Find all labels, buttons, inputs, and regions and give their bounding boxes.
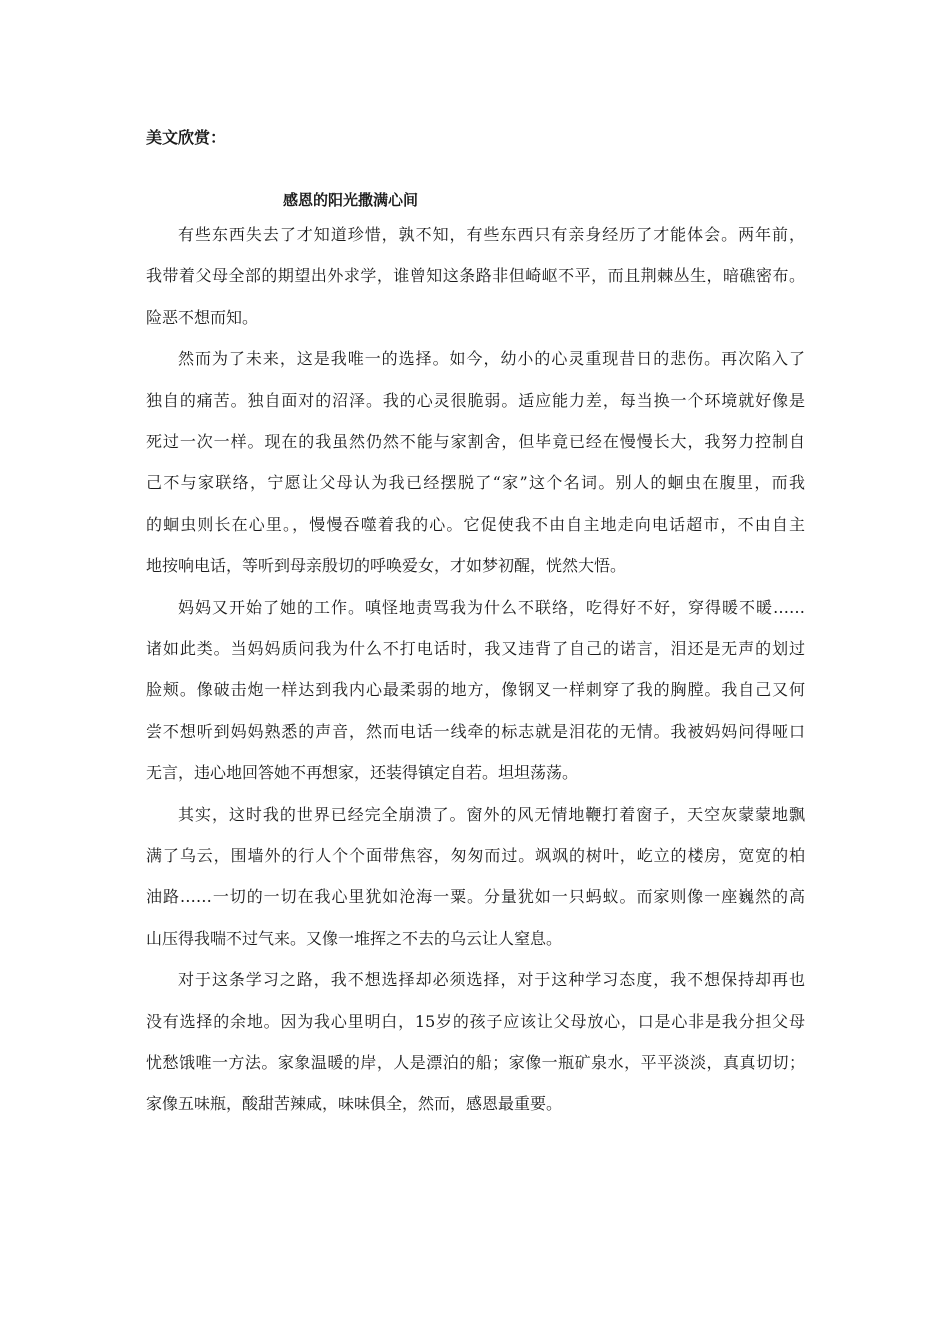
paragraph-line: 其实，这时我的世界已经完全崩溃了。窗外的风无情地鞭打着窗子，天空灰蒙蒙地飘 bbox=[178, 805, 805, 824]
paragraph-line: 有些东西失去了才知道珍惜，孰不知，有些东西只有亲身经历了才能体会。两年前， bbox=[178, 225, 805, 244]
section-label: 美文欣赏： bbox=[146, 128, 227, 147]
paragraph-line: 险恶不想而知。 bbox=[146, 308, 259, 327]
paragraph-line: 无言，违心地回答她不再想家，还装得镇定自若。坦坦荡荡。 bbox=[146, 763, 579, 782]
paragraph-line: 诸如此类。当妈妈质问我为什么不打电话时，我又违背了自己的诺言，泪还是无声的划过 bbox=[146, 639, 805, 658]
article-title: 感恩的阳光撒满心间 bbox=[283, 191, 419, 209]
paragraph-line: 忧愁饿唯一方法。家象温暖的岸，人是漂泊的船；家像一瓶矿泉水，平平淡淡，真真切切； bbox=[146, 1053, 805, 1072]
paragraph-line: 尝不想听到妈妈熟悉的声音，然而电话一线牵的标志就是泪花的无情。我被妈妈问得哑口 bbox=[146, 722, 805, 741]
paragraph-line: 油路……一切的一切在我心里犹如沧海一粟。分量犹如一只蚂蚁。而家则像一座巍然的高 bbox=[146, 887, 805, 906]
paragraph-line: 的蛔虫则长在心里。，慢慢吞噬着我的心。它促使我不由自主地走向电话超市，不由自主 bbox=[146, 515, 805, 534]
paragraph-line: 对于这条学习之路，我不想选择却必须选择，对于这种学习态度，我不想保持却再也 bbox=[178, 970, 805, 989]
paragraph-line: 然而为了未来，这是我唯一的选择。如今，幼小的心灵重现昔日的悲伤。再次陷入了 bbox=[178, 349, 805, 368]
paragraph-line: 山压得我喘不过气来。又像一堆挥之不去的乌云让人窒息。 bbox=[146, 929, 563, 948]
paragraph-line: 没有选择的余地。因为我心里明白，15岁的孩子应该让父母放心，口是心非是我分担父母 bbox=[146, 1012, 805, 1031]
paragraph-line: 地按响电话，等听到母亲殷切的呼唤爱女，才如梦初醒，恍然大悟。 bbox=[146, 556, 627, 575]
paragraph-line: 己不与家联络，宁愿让父母认为我已经摆脱了“家”这个名词。别人的蛔虫在腹里，而我 bbox=[146, 473, 805, 492]
paragraph-line: 脸颊。像破击炮一样达到我内心最柔弱的地方，像钢叉一样刺穿了我的胸膛。我自己又何 bbox=[146, 680, 805, 699]
paragraph-line: 妈妈又开始了她的工作。嗔怪地责骂我为什么不联络，吃得好不好，穿得暖不暖…… bbox=[178, 598, 805, 617]
paragraph-line: 独自的痛苦。独自面对的沼泽。我的心灵很脆弱。适应能力差，每当换一个环境就好像是 bbox=[146, 391, 805, 410]
paragraph-line: 我带着父母全部的期望出外求学，谁曾知这条路非但崎岖不平，而且荆棘丛生，暗礁密布。 bbox=[146, 266, 805, 285]
paragraph-line: 满了乌云，围墙外的行人个个面带焦容，匆匆而过。飒飒的树叶，屹立的楼房，宽宽的柏 bbox=[146, 846, 805, 865]
paragraph-line: 死过一次一样。现在的我虽然仍然不能与家割舍，但毕竟已经在慢慢长大，我努力控制自 bbox=[146, 432, 805, 451]
paragraph-line: 家像五味瓶，酸甜苦辣咸，味味俱全，然而，感恩最重要。 bbox=[146, 1094, 563, 1113]
